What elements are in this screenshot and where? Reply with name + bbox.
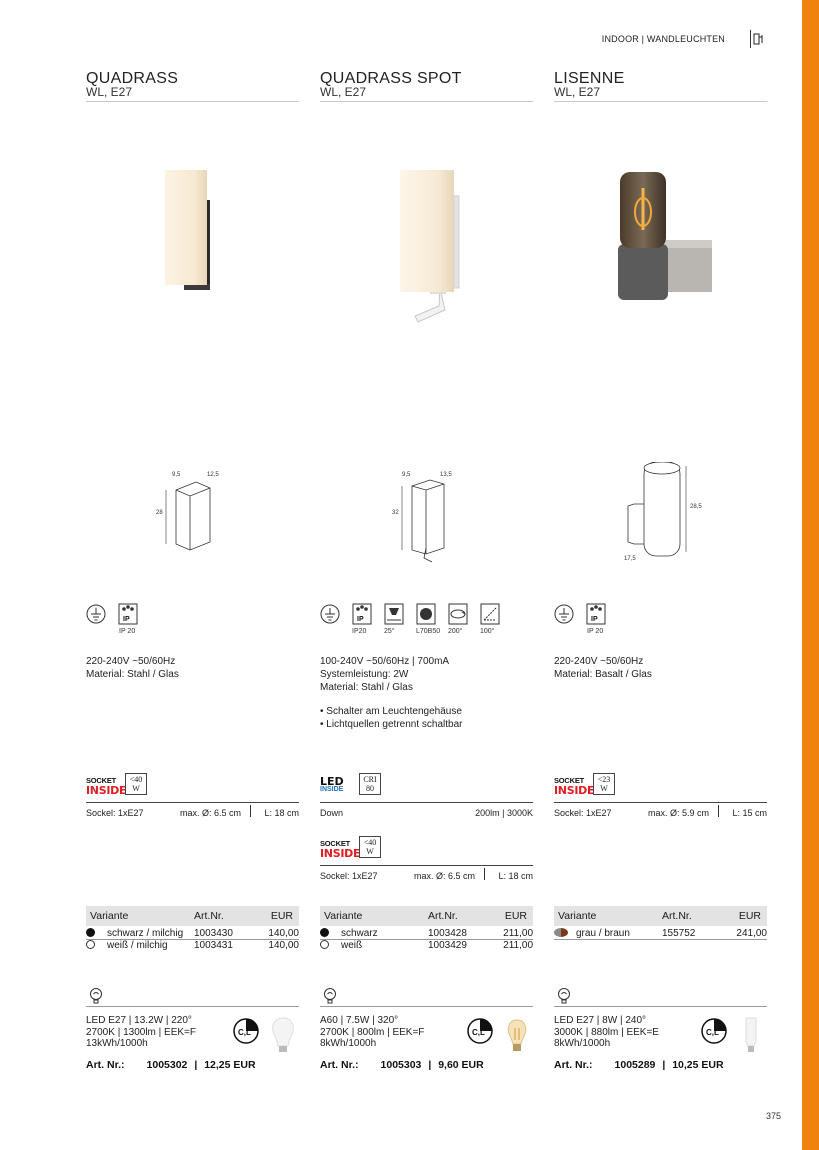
bullet-item: • Schalter am Leuchtengehäuse: [320, 706, 462, 717]
price: 211,00: [503, 928, 533, 939]
wattage-box: [593, 773, 615, 795]
color-swatch: [320, 940, 329, 949]
svg-text:IP: IP: [123, 616, 130, 623]
protection-class-icon: [86, 603, 106, 625]
price: 140,00: [268, 928, 299, 939]
socket-text: Down: [320, 808, 344, 818]
title-divider: [320, 101, 533, 102]
variant-table: [320, 906, 533, 952]
bulb-spec-line: A60 | 7.5W | 320°: [320, 1015, 399, 1026]
cl-label: C,L: [238, 1028, 251, 1037]
table-row: [86, 928, 299, 940]
artnr-label: Art. Nr.:: [554, 1059, 593, 1071]
article-number: 1003428: [428, 928, 467, 939]
column-header: Variante: [324, 910, 363, 922]
icon-label: L70B50: [416, 628, 441, 635]
bulb-article-line: [320, 1059, 484, 1071]
product-title: LISENNE: [554, 70, 625, 87]
price: 211,00: [503, 940, 533, 951]
bulb-price: 10,25 EUR: [672, 1059, 724, 1071]
spec-text: [554, 655, 652, 681]
bulb-divider: [554, 1006, 767, 1007]
box-line: <40: [363, 838, 377, 847]
bulb-specs: [86, 1015, 196, 1050]
inside-label: INSIDE: [554, 784, 595, 797]
dimension-drawing: [320, 462, 534, 574]
bulb-price: 9,60 EUR: [438, 1059, 484, 1071]
diameter-text: max. Ø: 5.9 cm: [648, 808, 710, 818]
bulb-artnr: 1005302: [146, 1059, 188, 1071]
icon-label: IP 20: [587, 628, 604, 635]
variant-table: [86, 906, 299, 952]
color-swatch: [554, 928, 568, 937]
bullet-item: • Lichtquellen getrennt schaltbar: [320, 719, 463, 730]
socket-label: SOCKET: [554, 776, 585, 785]
table-row: [320, 940, 533, 952]
bulb-price: 12,25 EUR: [204, 1059, 256, 1071]
bulb-spec-line: LED E27 | 13.2W | 220°: [86, 1015, 192, 1026]
product-photo: [554, 160, 768, 340]
wattage-box: [359, 836, 381, 858]
bulb-divider: [320, 1006, 533, 1007]
length-text: L: 18 cm: [264, 808, 299, 818]
led-inside-badge: [320, 773, 390, 801]
table-header: [554, 906, 767, 926]
column-header: Art.Nr.: [428, 910, 458, 922]
badge-divider: [86, 802, 299, 803]
bulb-spec-line: 8kWh/1000h: [554, 1038, 611, 1049]
bulb-icon: [89, 988, 103, 1004]
artnr-label: Art. Nr.:: [86, 1059, 125, 1071]
artnr-label: Art. Nr.:: [320, 1059, 359, 1071]
artnr-separator: |: [191, 1059, 201, 1071]
inside-label: INSIDE: [86, 784, 127, 797]
article-number: 155752: [662, 928, 696, 939]
variant-name: schwarz / milchig: [107, 928, 184, 939]
spec-text: [320, 655, 449, 694]
socket-label: SOCKET: [86, 776, 117, 785]
badge-divider: [554, 802, 767, 803]
rotate-icon: [448, 603, 468, 625]
product-title: QUADRASS: [86, 70, 179, 87]
dim-label: 28,5: [690, 504, 702, 510]
column-header: EUR: [270, 910, 293, 922]
bulb-icon: [557, 988, 571, 1004]
svg-text:IP: IP: [591, 616, 598, 623]
product-column-quadrass-spot: [320, 0, 534, 1150]
column-header: Variante: [558, 910, 597, 922]
length-text: 200lm | 3000K: [475, 808, 533, 818]
box-line: W: [132, 784, 140, 793]
icon-label: IP 20: [119, 628, 136, 635]
ip-rating-icon: [586, 603, 606, 625]
socket-inside-badge: [554, 773, 624, 801]
artnr-separator: |: [425, 1059, 435, 1071]
dim-label: 9,5: [172, 472, 181, 478]
bulb-specs: [554, 1015, 659, 1050]
box-line: W: [600, 784, 608, 793]
bulb-artnr: 1005289: [614, 1059, 656, 1071]
spec-line: Material: Stahl / Glas: [320, 682, 413, 693]
box-line: W: [366, 847, 374, 856]
bulb-image: [734, 1014, 768, 1054]
dim-label: 9,5: [402, 472, 411, 478]
socket-inside-badge: [320, 836, 390, 864]
protection-class-icon: [320, 603, 340, 625]
product-title: QUADRASS SPOT: [320, 70, 462, 87]
dim-label: 12,5: [207, 472, 219, 478]
dim-label: 28: [156, 510, 163, 516]
variant-name: weiß / milchig: [107, 940, 168, 951]
bulb-image: [500, 1014, 534, 1054]
protection-class-icon: [554, 603, 574, 625]
spec-line: Material: Basalt / Glas: [554, 669, 652, 680]
product-column-quadrass: [86, 0, 300, 1150]
bulb-spec-line: LED E27 | 8W | 240°: [554, 1015, 647, 1026]
title-divider: [554, 101, 767, 102]
cl-label: C,L: [472, 1028, 485, 1037]
dimmable-cl-icon: [467, 1018, 493, 1044]
artnr-separator: |: [659, 1059, 669, 1071]
wattage-box: [359, 773, 381, 795]
tilt-icon: [480, 603, 500, 625]
dim-label: 32: [392, 510, 399, 516]
spec-line: 220-240V ~50/60Hz: [554, 656, 644, 667]
bulb-article-line: [554, 1059, 724, 1071]
page-number: 375: [766, 1111, 782, 1121]
bulb-artnr: 1005303: [380, 1059, 422, 1071]
line-separator: [484, 868, 485, 880]
product-subtitle: WL, E27: [86, 85, 133, 99]
product-subtitle: WL, E27: [320, 85, 367, 99]
length-text: L: 18 cm: [498, 871, 533, 881]
box-line: <23: [597, 775, 611, 784]
table-header: [320, 906, 533, 926]
product-subtitle: WL, E27: [554, 85, 601, 99]
table-row: [320, 928, 533, 940]
line-separator: [250, 805, 251, 817]
ip-rating-icon: [352, 603, 372, 625]
product-photo: [86, 160, 300, 340]
bulb-spec-line: 13kWh/1000h: [86, 1038, 148, 1049]
bulb-article-line: [86, 1059, 256, 1071]
dimmable-cl-icon: [701, 1018, 727, 1044]
inside-label: INSIDE: [320, 786, 344, 793]
bulb-image: [266, 1014, 300, 1054]
bulb-spec-line: 3000K | 880lm | EEK=E: [554, 1026, 659, 1038]
color-swatch: [86, 928, 95, 937]
box-line: 80: [366, 784, 374, 793]
breadcrumb: INDOOR | WANDLEUCHTEN: [601, 34, 725, 44]
socket-text: Sockel: 1xE27: [554, 808, 612, 818]
column-header: Art.Nr.: [194, 910, 224, 922]
title-divider: [86, 101, 299, 102]
beam-angle-icon: [384, 603, 404, 625]
spec-line: Systemleistung: 2W: [320, 669, 409, 680]
product-column-lisenne: [554, 0, 768, 1150]
variant-name: schwarz: [341, 928, 378, 939]
dimmable-cl-icon: [233, 1018, 259, 1044]
price: 140,00: [268, 940, 299, 951]
icon-label: 100°: [480, 628, 495, 635]
color-swatch: [86, 940, 95, 949]
length-text: L: 15 cm: [732, 808, 767, 818]
price: 241,00: [736, 928, 767, 939]
dim-label: 17,5: [624, 556, 636, 562]
badge-divider: [320, 802, 533, 803]
column-header: Art.Nr.: [662, 910, 692, 922]
wattage-box: [125, 773, 147, 795]
article-number: 1003429: [428, 940, 467, 951]
line-separator: [718, 805, 719, 817]
dim-label: 13,5: [440, 472, 452, 478]
diameter-text: max. Ø: 6.5 cm: [180, 808, 242, 818]
variant-table: [554, 906, 767, 940]
svg-text:IP: IP: [357, 616, 364, 623]
socket-label: SOCKET: [320, 839, 351, 848]
product-photo: [320, 160, 534, 340]
box-line: <40: [129, 775, 143, 784]
socket-text: Sockel: 1xE27: [320, 871, 378, 881]
bulb-divider: [86, 1006, 299, 1007]
bulb-specs: [320, 1015, 424, 1050]
feature-bullets: [320, 705, 462, 731]
spec-line: 100-240V ~50/60Hz | 700mA: [320, 656, 450, 667]
spec-line: 220-240V ~50/60Hz: [86, 656, 176, 667]
diameter-text: max. Ø: 6.5 cm: [414, 871, 476, 881]
ip-rating-icon: [118, 603, 138, 625]
inside-label: INSIDE: [320, 847, 361, 860]
table-header: [86, 906, 299, 926]
spec-line: Material: Stahl / Glas: [86, 669, 179, 680]
bulb-spec-line: 2700K | 800lm | EEK=F: [320, 1026, 425, 1038]
icon-label: 200°: [448, 628, 463, 635]
table-row: [86, 940, 299, 952]
icon-label: IP20: [352, 628, 367, 635]
box-line: CRI: [363, 775, 377, 784]
column-header: EUR: [738, 910, 761, 922]
bulb-spec-line: 2700K | 1300lm | EEK=F: [86, 1026, 196, 1038]
badge-divider: [320, 865, 533, 866]
variant-name: weiß: [341, 940, 363, 951]
chapter-accent-bar: [802, 0, 819, 1150]
dimension-drawing: [86, 462, 300, 574]
variant-name: grau / braun: [576, 928, 630, 939]
bulb-spec-line: 8kWh/1000h: [320, 1038, 377, 1049]
svg-text:LED: LED: [320, 775, 344, 788]
table-row: [554, 928, 767, 940]
column-header: Variante: [90, 910, 129, 922]
bulb-icon: [323, 988, 337, 1004]
article-number: 1003431: [194, 940, 233, 951]
cl-label: C,L: [706, 1028, 719, 1037]
column-header: EUR: [504, 910, 527, 922]
socket-text: Sockel: 1xE27: [86, 808, 144, 818]
lifetime-icon: [416, 603, 436, 625]
color-swatch: [320, 928, 329, 937]
dimension-drawing: [554, 462, 768, 574]
spec-text: [86, 655, 179, 681]
socket-inside-badge: [86, 773, 156, 801]
icon-label: 25°: [384, 628, 395, 635]
article-number: 1003430: [194, 928, 233, 939]
